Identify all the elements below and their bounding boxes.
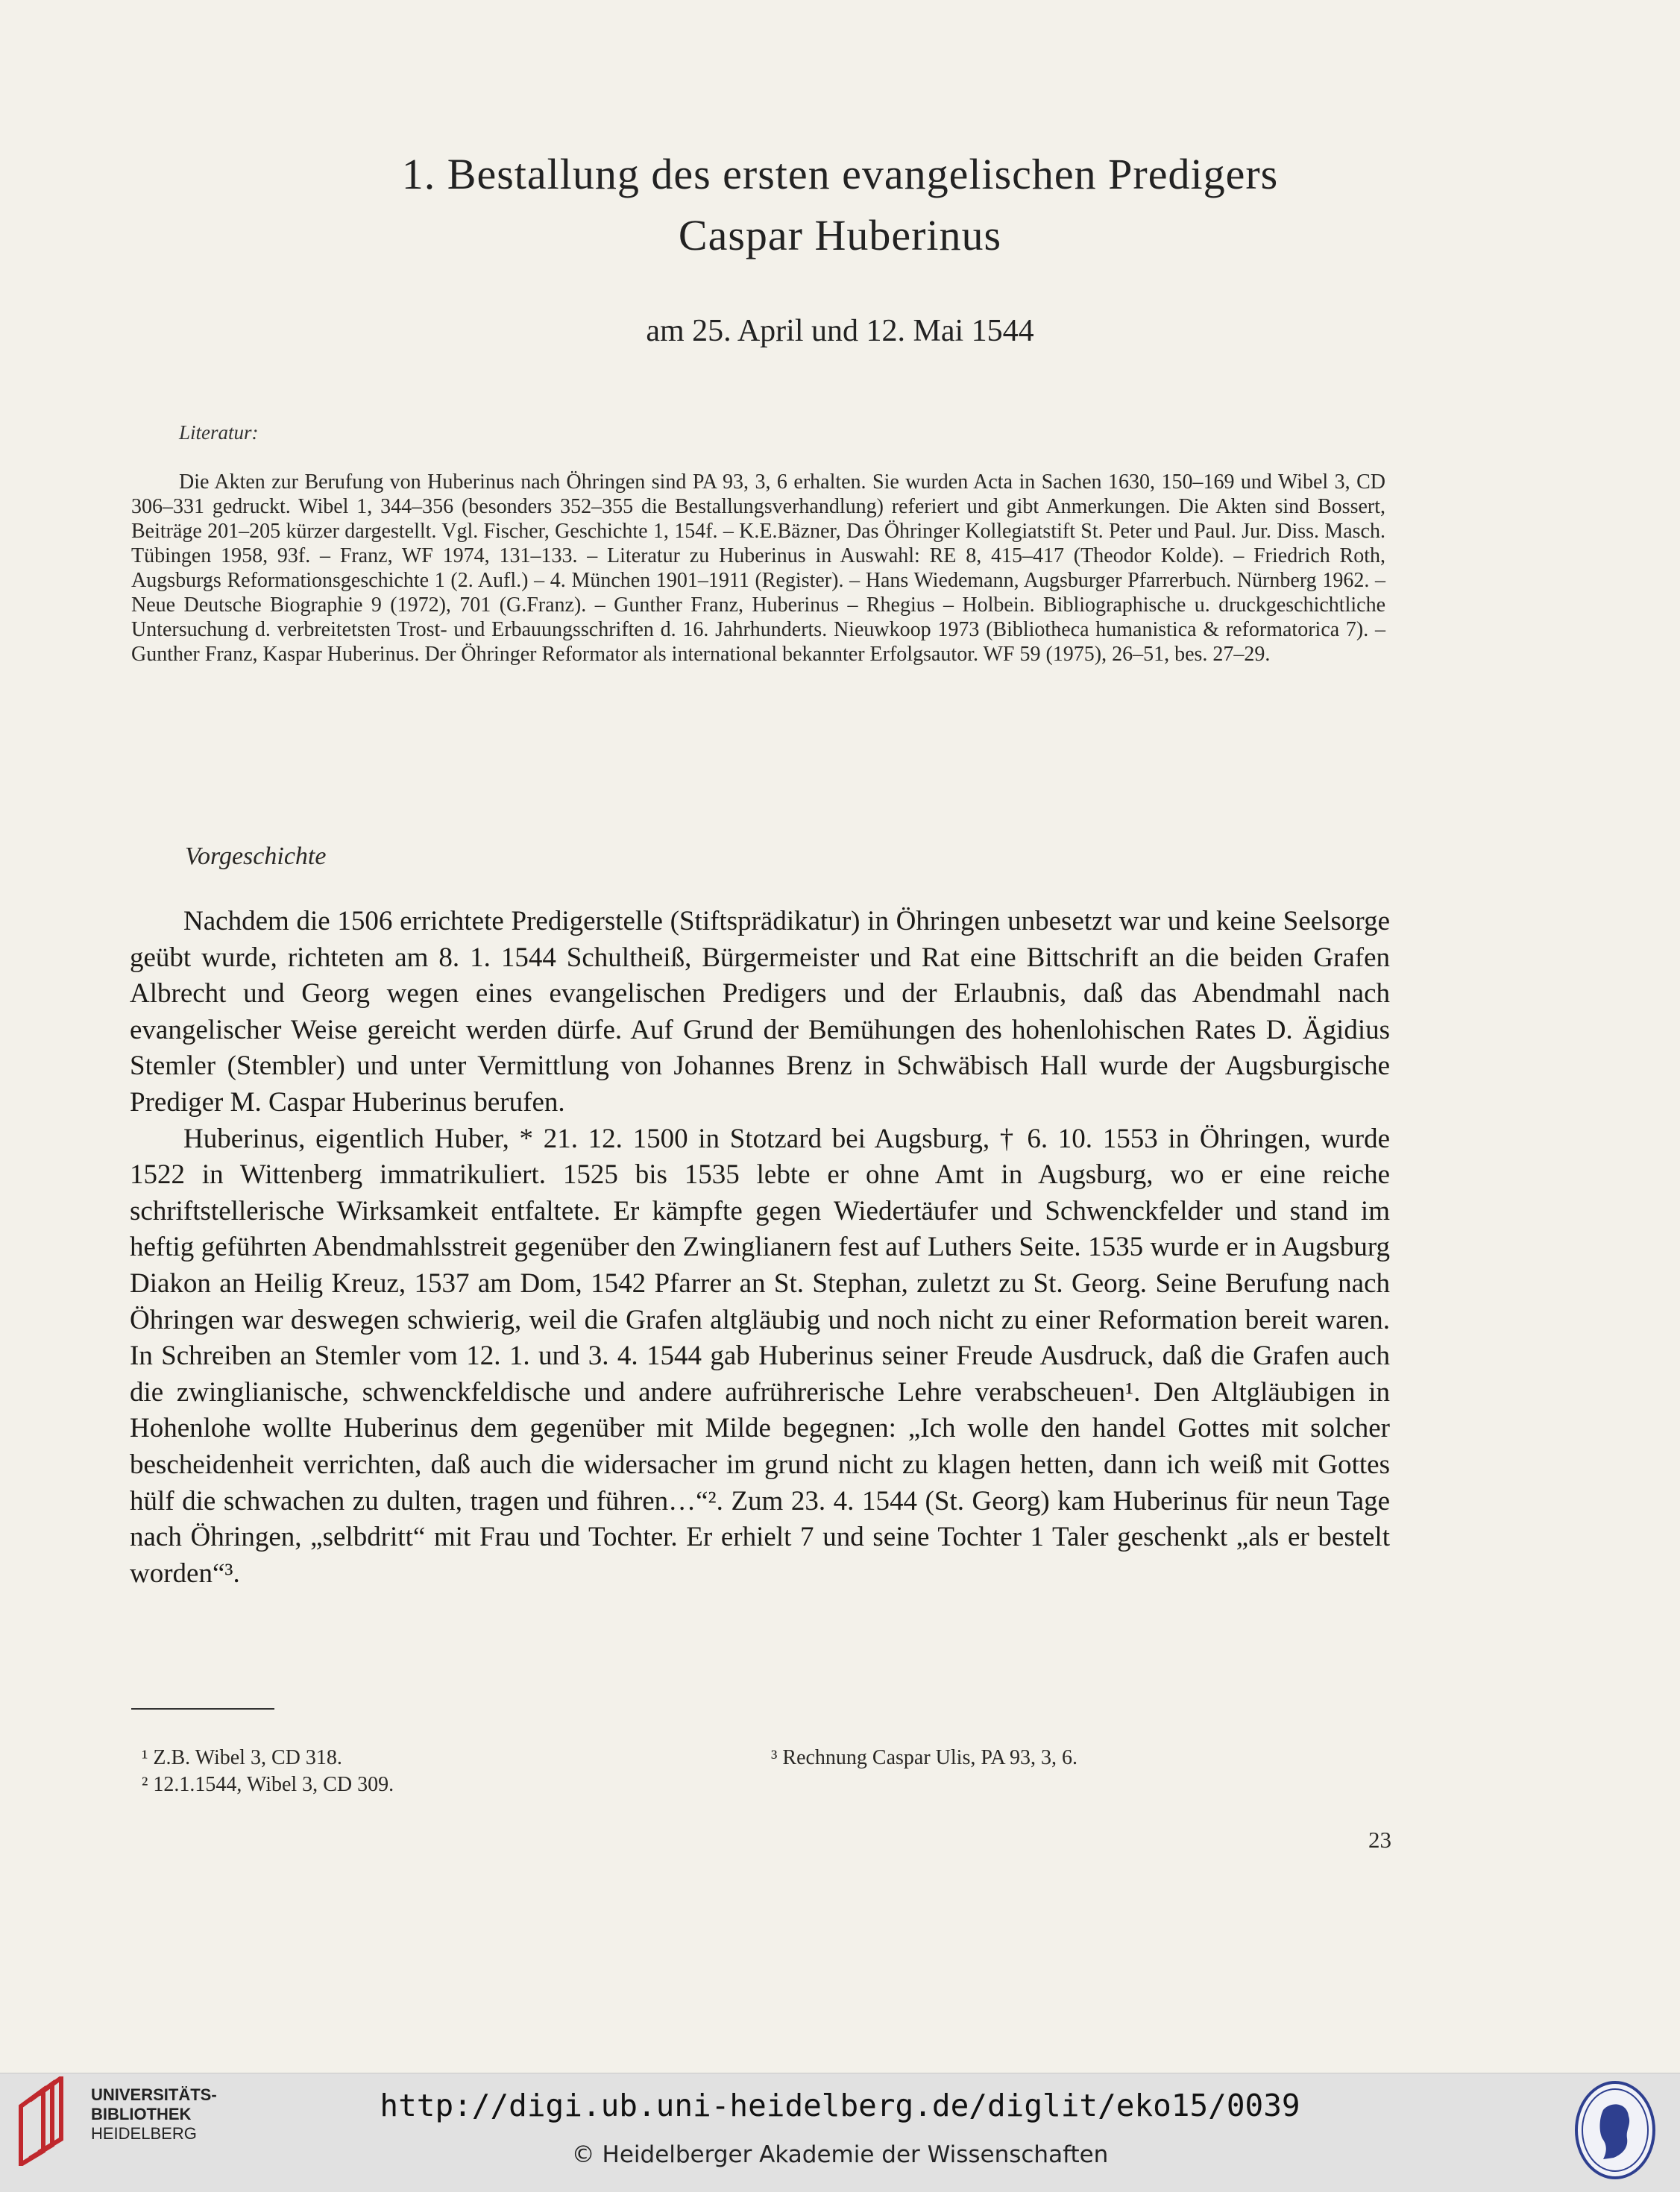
footnote-divider [131,1708,274,1710]
footnote-2: ² 12.1.1544, Wibel 3, CD 309. [142,1773,394,1796]
footnote-3: ³ Rechnung Caspar Ulis, PA 93, 3, 6. [771,1746,1078,1769]
chapter-title-line1: 1. Bestallung des ersten evangelischen Predigers [401,150,1279,198]
library-name-line2: BIBLIOTHEK [91,2105,192,2123]
body-paragraph: Huberinus, eigentlich Huber, * 21. 12. 1500 in Stotzard bei Augsburg, † 6. 10. 1553 in Öhringen, wurde 1522 in Wittenberg immatrikuliert. 1525 bis 1535 lebte er ohne Amt in Augsburg, wo er eine reiche schriftstellerische Wirksamkeit entfaltete. Er kämpfte gegen Wiedertäufer und Schwenckfelder und stand im heftig geführten Abendmahlsstreit gegenüber den Zwinglianern fest auf Luthers Seite. 1535 wurde er in Augsburg Diakon an Heilig Kreuz, 1537 am Dom, 1542 Pfarrer an St. Stephan, zuletzt zu St. Georg. Seine Berufung nach Öhringen war deswegen schwierig, weil die Grafen altgläubig und noch nicht zu einer Reformation bereit waren. In Schreiben an Stemler vom 12. 1. und 3. 4. 1544 gab Huberinus seiner Freude Ausdruck, daß die Grafen auch die zwinglianische, schwenckfeldische und andere aufrührerische Lehre verabscheuen¹. Den Altgläubigen in Hohenlohe wollte Huberinus dem gegenüber mit Milde begegnen: „Ich wolle den handel Gottes mit solcher bescheidenheit verrichten, daß auch die widersacher im grund nicht zu klagen hetten, dann ich weiß mit Gottes hülf die schwachen zu dulten, tragen und führen…“². Zum 23. 4. 1544 (St. Georg) kam Huberinus für neun Tage nach Öhringen, „selbdritt“ mit Frau und Tochter. Er erhielt 7 und seine Tochter 1 Taler geschenkt „als er bestelt worden“³. [130,1123,1390,1589]
library-name-line3: HEIDELBERG [91,2124,197,2143]
academy-seal-icon [1573,2080,1657,2181]
permalink-url[interactable]: http://digi.ub.uni-heidelberg.de/diglit/eko15/0039 [380,2088,1300,2123]
page-number: 23 [1368,1827,1391,1853]
chapter-title-line2: Caspar Huberinus [678,211,1002,259]
copyright-notice: © Heidelberger Akademie der Wissenschaften [571,2141,1109,2168]
literature-block [131,470,1385,667]
library-name-line1: UNIVERSITÄTS- [91,2085,217,2104]
literature-text: Die Akten zur Berufung von Huberinus nach Öhringen sind PA 93, 3, 6 erhalten. Sie wurden Acta in Sachen 1630, 150–169 und Wibel 3, CD 306–331 gedruckt. Wibel 1, 344–356 (besonders 352–355 die Bestallungsverhandlung) referiert und gibt Anmerkungen. Die Akten sind Bossert, Beiträge 201–205 kürzer dargestellt. Vgl. Fischer, Geschichte 1, 154f. – K.E.Bäzner, Das Öhringer Kollegiatstift St. Peter und Paul. Jur. Diss. Masch. Tübingen 1958, 93f. – Franz, WF 1974, 131–133. – Literatur zu Huberinus in Auswahl: RE 8, 415–417 (Theodor Kolde). – Friedrich Roth, Augsburgs Reformationsgeschichte 1 (2. Aufl.) – 4. München 1901–1911 (Register). – Hans Wiedemann, Augsburger Pfarrerbuch. Nürnberg 1962. – Neue Deutsche Biographie 9 (1972), 701 (G.Franz). – Gunther Franz, Huberinus – Rhegius – Holbein. Bibliographische u. druckgeschichtliche Untersuchung d. verbreitetsten Trost- und Erbauungsschriften d. 16. Jahrhunderts. Nieuwkoop 1973 (Bibliotheca humanistica & reformatorica 7). – Gunther Franz, Kaspar Huberinus. Der Öhringer Reformator als international bekannter Erfolgsautor. WF 59 (1975), 26–51, bes. 27–29. [131,470,1385,666]
footnote-1: ¹ Z.B. Wibel 3, CD 318. [142,1746,342,1769]
body-paragraph: Nachdem die 1506 errichtete Predigerstelle (Stiftsprädikatur) in Öhringen unbesetzt war und keine Seelsorge geübt wurde, richteten am 8. 1. 1544 Schultheiß, Bürgermeister und Rat eine Bittschrift an die beiden Grafen Albrecht und Georg wegen eines evangelischen Predigers und der Erlaubnis, daß das Abendmahl nach evangelischer Weise gereicht werden dürfe. Auf Grund der Bemühungen des hohenlohischen Rates D. Ägidius Stemler (Stembler) und unter Vermittlung von Johannes Brenz in Schwäbisch Hall wurde der Augsburgische Prediger M. Caspar Huberinus berufen. [130,906,1390,1118]
chapter-date-subtitle: am 25. April und 12. Mai 1544 [646,314,1034,348]
body-text [130,904,1390,1592]
literature-label: Literatur: [179,421,259,444]
section-heading: Vorgeschichte [185,843,327,870]
